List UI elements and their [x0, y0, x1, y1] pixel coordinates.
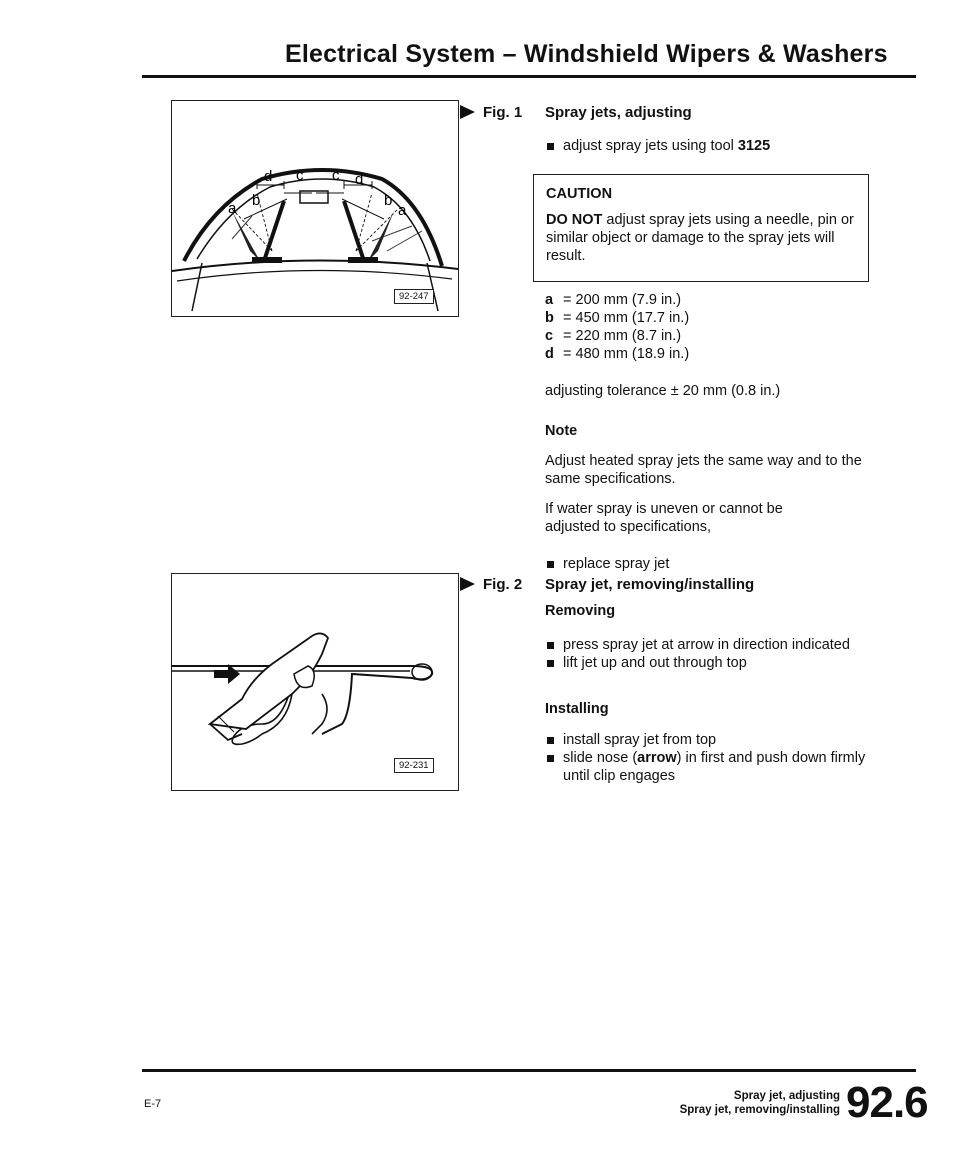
spec-list [545, 291, 689, 363]
footer-topics [680, 1089, 840, 1117]
removing-list [545, 636, 875, 672]
spec-c: c = 220 mm (8.7 in.) [545, 328, 682, 344]
footer-topic-2: Spray jet, removing/installing [679, 1104, 840, 1116]
spec-b: b = 450 mm (17.7 in.) [545, 310, 690, 326]
dim-label-d-right: d [355, 171, 364, 188]
page-title: Electrical System – Windshield Wipers & Washers [285, 40, 888, 68]
dim-label-b-left: b [252, 192, 261, 209]
section-removing-installing-heading: Spray jet, removing/installing [545, 576, 755, 593]
caution-text: DO NOT adjust spray jets using a needle, pin or similar object or damage to the spray jets will result. [546, 212, 854, 264]
figure-2-code: 92-231 [394, 758, 434, 773]
spec-d: d = 480 mm (18.9 in.) [545, 346, 690, 362]
if-text: If water spray is uneven or cannot be adjusted to specifications, [545, 501, 783, 535]
footer-rule [142, 1069, 916, 1072]
figure-1-code: 92-247 [394, 289, 434, 304]
figure-2-spray-jet-diagram [171, 573, 459, 791]
note-text: Adjust heated spray jets the same way and to the same specifications. [545, 453, 862, 487]
removing-heading: Removing [545, 603, 616, 619]
dim-label-c-left: c [296, 167, 304, 184]
dim-label-c-right: c [332, 167, 340, 184]
replace-jet-bullet: replace spray jet [545, 555, 863, 573]
figure-1-marker: Fig. 1 [460, 104, 522, 121]
removing-step-2: lift jet up and out through top [545, 654, 875, 672]
header-rule [142, 75, 916, 78]
removing-step-1: press spray jet at arrow in direction indicated [545, 636, 853, 654]
windshield-diagram-svg [172, 101, 458, 316]
dim-label-a-right: a [398, 202, 407, 219]
tolerance-text: adjusting tolerance ± 20 mm (0.8 in.) [545, 383, 781, 399]
caution-title: CAUTION [546, 186, 613, 202]
installing-step-2: slide nose (arrow) in first and push down firmly until clip engages [545, 749, 883, 785]
caution-box [533, 174, 869, 282]
note-heading: Note [545, 423, 578, 439]
dim-label-b-right: b [384, 192, 393, 209]
adjust-tool-bullet: adjust spray jets using tool 3125 [545, 137, 893, 155]
page-code: E-7 [144, 1098, 162, 1110]
footer-topic-1: Spray jet, adjusting [733, 1090, 840, 1102]
installing-heading: Installing [545, 701, 609, 717]
triangle-pointer-icon [460, 577, 475, 591]
figure-1-windshield-diagram [171, 100, 459, 317]
section-adjusting-heading: Spray jets, adjusting [545, 104, 692, 121]
section-number: 92.6 [846, 1078, 928, 1127]
installing-step-1: install spray jet from top [545, 731, 875, 749]
figure-2-marker: Fig. 2 [460, 576, 522, 593]
dim-label-d-left: d [264, 168, 273, 185]
dim-label-a-left: a [228, 200, 237, 217]
installing-list [545, 731, 875, 785]
triangle-pointer-icon [460, 105, 475, 119]
spec-a: a = 200 mm (7.9 in.) [545, 292, 682, 308]
